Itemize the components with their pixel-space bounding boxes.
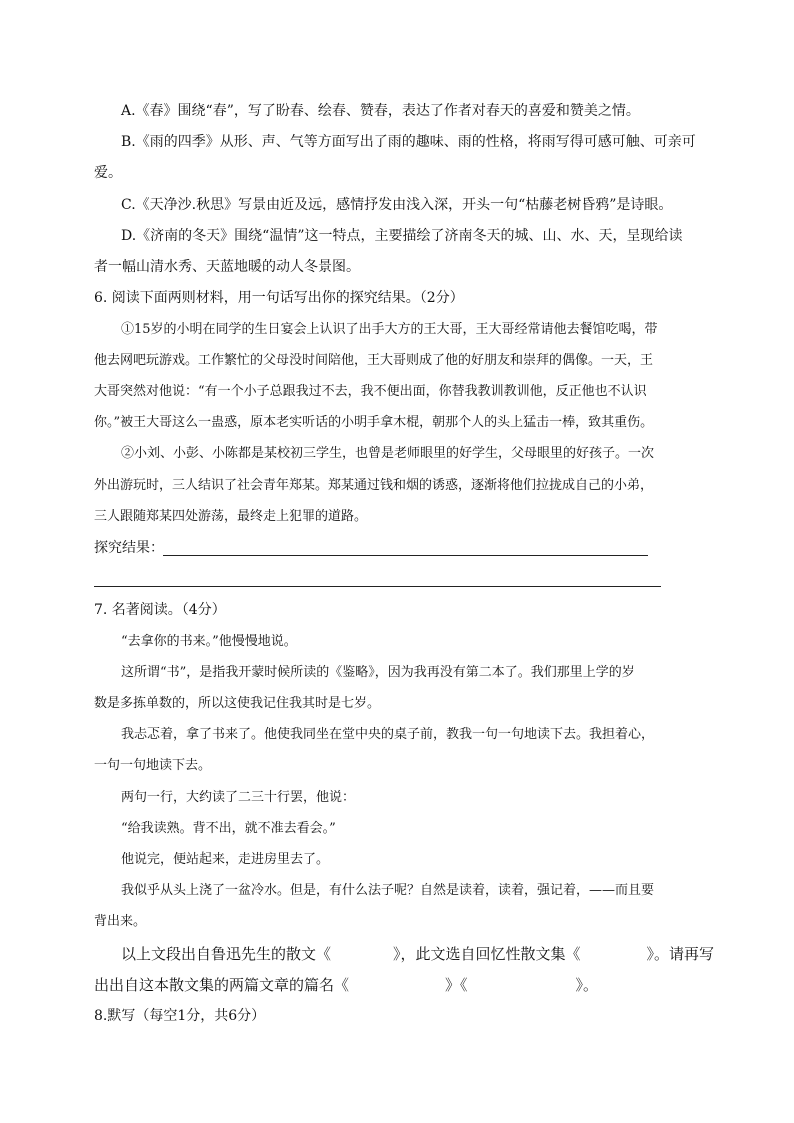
excerpt-p6: 他说完，便站起来，走进房里去了。 bbox=[121, 852, 330, 867]
option-a: A.《春》围绕“春”，写了盼春、绘春、赞春，表达了作者对春天的喜爱和赞美之情。 bbox=[121, 103, 640, 119]
material-1-line1: ①15岁的小明在同学的生日宴会上认识了出手大方的王大哥，王大哥经常请他去餐馆吃喝，带 bbox=[121, 322, 658, 337]
material-1-line3: 大哥突然对他说：“有一个小子总跟我过不去，我不便出面，你替我教训教训他，反正他也不认识 bbox=[94, 384, 647, 399]
option-b-line1: B.《雨的四季》从形、声、气等方面写出了雨的趣味、雨的性格，将雨写得可感可触、可亲可 bbox=[121, 134, 696, 150]
material-1-line2: 他去网吧玩游戏。工作繁忙的父母没时间陪他，王大哥则成了他的好朋友和崇拜的偶像。一天，王 bbox=[94, 353, 654, 368]
answer-label: 探究结果： bbox=[94, 540, 164, 556]
material-2-line1: ②小刘、小彭、小陈都是某校初三学生，也曾是老师眼里的好学生，父母眼里的好孩子。一次 bbox=[121, 446, 655, 461]
option-d-line2: 者一幅山清水秀、天蓝地暖的动人冬景图。 bbox=[94, 259, 360, 275]
excerpt-p5: “给我读熟。背不出，就不准去看会。” bbox=[121, 821, 336, 836]
prompt-part-2: 》，此文选自回忆性散文集《 bbox=[393, 945, 581, 963]
excerpt-p4: 两句一行，大约读了二三十行罢，他说： bbox=[121, 790, 356, 805]
question-6-title: 6. 阅读下面两则材料，用一句话写出你的探究结果。（2分） bbox=[94, 290, 464, 306]
question-7-prompt-line1 bbox=[121, 944, 714, 964]
excerpt-p2-line1: 这所谓“书”，是指我开蒙时候所读的《鉴略》，因为我再没有第二本了。我们那里上学的岁 bbox=[121, 665, 635, 680]
excerpt-p3-line1: 我忐忑着，拿了书来了。他使我同坐在堂中央的桌子前，教我一句一句地读下去。我担着心， bbox=[121, 727, 655, 742]
excerpt-p1: “去拿你的书来。”他慢慢地说。 bbox=[121, 634, 297, 649]
option-b-line2: 爱。 bbox=[94, 165, 122, 181]
question-7-title: 7. 名著阅读。（4分） bbox=[94, 602, 226, 618]
option-c: C.《天净沙.秋思》写景由近及远，感情抒发由浅入深，开头一句“枯藤老树昏鸦”是诗眼。 bbox=[121, 197, 673, 213]
excerpt-p7-line1: 我似乎从头上浇了一盆冷水。但是，有什么法子呢？自然是读着，读着，强记着，——而且要 bbox=[121, 883, 655, 898]
option-d-line1: D.《济南的冬天》围绕“温情”这一特点，主要描绘了济南冬天的城、山、水、天，呈现给读 bbox=[121, 228, 683, 244]
question-8-title: 8.默写（每空1分，共6分） bbox=[94, 1008, 266, 1024]
material-2-line3: 三人跟随郑某四处游荡，最终走上犯罪的道路。 bbox=[94, 509, 368, 524]
excerpt-p2-line2: 数是多拣单数的，所以这使我记住我其时是七岁。 bbox=[94, 696, 381, 711]
answer-blank-line-1[interactable] bbox=[163, 555, 648, 556]
question-7-prompt-line2 bbox=[94, 975, 598, 995]
answer-blank-line-2[interactable] bbox=[94, 586, 661, 587]
excerpt-p7-line2: 背出来。 bbox=[94, 914, 147, 929]
prompt-part-1: 以上文段出自鲁迅先生的散文《 bbox=[121, 945, 332, 963]
excerpt-p3-line2: 一句一句地读下去。 bbox=[94, 758, 212, 773]
prompt-part-3: 》。请再写 bbox=[646, 945, 715, 963]
material-2-line2: 外出游玩时，三人结识了社会青年郑某。郑某通过钱和烟的诱惑，逐渐将他们拉拢成自己的小弟， bbox=[94, 478, 654, 493]
prompt-part-6: 》。 bbox=[575, 976, 599, 994]
prompt-part-5: 》《 bbox=[445, 976, 468, 994]
material-1-line4: 你。”被王大哥这么一蛊惑，原本老实听话的小明手拿木棍，朝那个人的头上猛击一棒，致其重伤。 bbox=[94, 415, 654, 430]
prompt-part-4: 出出自这本散文集的两篇文章的篇名《 bbox=[94, 976, 350, 994]
